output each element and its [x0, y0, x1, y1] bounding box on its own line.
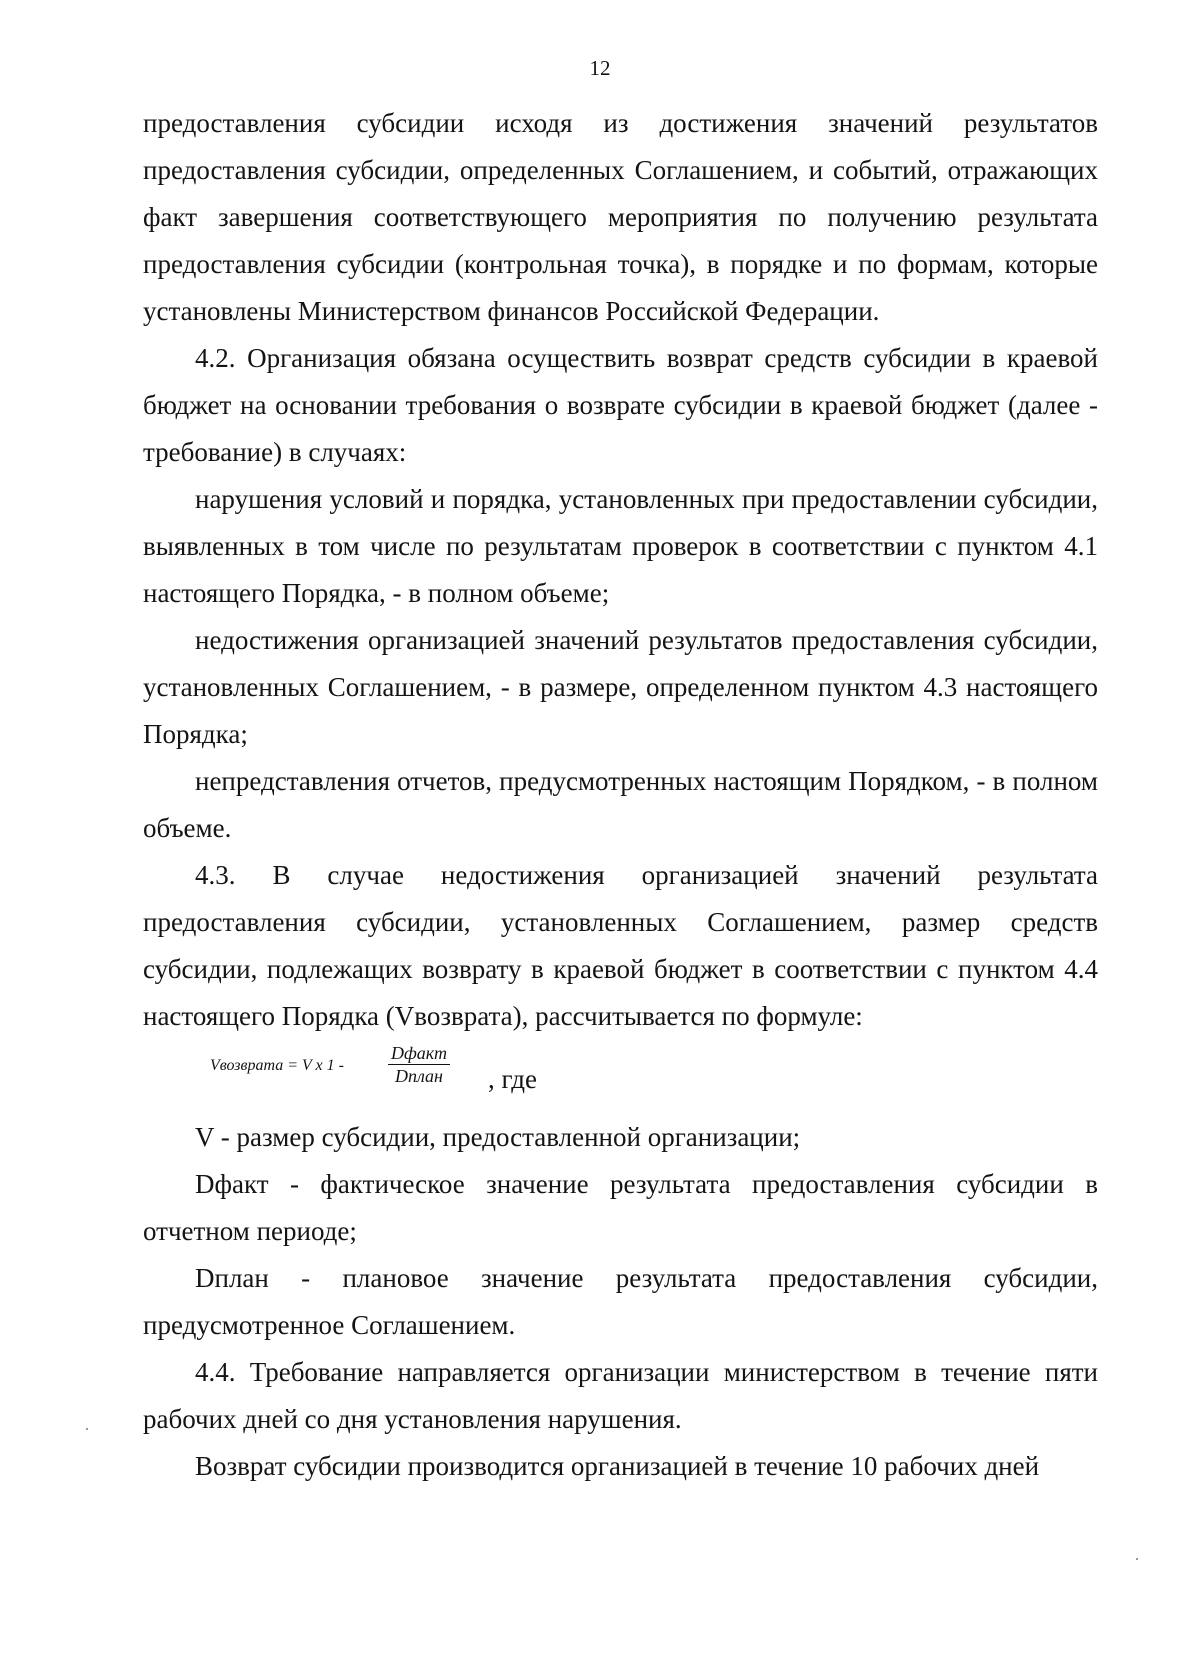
definition-v: V - размер субсидии, предоставленной организации; — [195, 1122, 801, 1152]
formula-fraction — [388, 1042, 450, 1087]
paragraph-underachievement-case: недостижения организацией значений результатов предоставления субсидии, установленных Соглашением, - в размере, определенном пунктом 4.3 настоящего Порядка; — [143, 625, 1098, 749]
paragraph-4-3: 4.3. В случае недостижения организацией значений результата предоставления субсидии, установленных Соглашением, размер средств субсидии, подлежащих возврату в краевой бюджет в соответствии с пунктом 4.4 настоящего Порядка (Vвозврата), рассчитывается по формуле: — [143, 860, 1098, 1031]
paragraph-4-2: 4.2. Организация обязана осуществить возврат средств субсидии в краевой бюджет на основании требования о возврате субсидии в краевой бюджет (далее - требование) в случаях: — [143, 343, 1098, 467]
definition-d-plan: Dплан - плановое значение результата предоставления субсидии, предусмотренное Соглашением. — [143, 1263, 1098, 1340]
refund-formula — [143, 1042, 1098, 1108]
paragraph-continuation: предоставления субсидии исходя из достижения значений результатов предоставления субсидии, определенных Соглашением, и событий, отражающих факт завершения соответствующего мероприятия по получению результата предоставления субсидии (контрольная точка), в порядке и по формам, которые установлены Министерством финансов Российской Федерации. — [143, 108, 1098, 326]
paragraph-violation-case: нарушения условий и порядка, установленных при предоставлении субсидии, выявленных в том числе по результатам проверок в соответствии с пунктом 4.1 настоящего Порядка, - в полном объеме; — [143, 484, 1098, 608]
formula-denominator: Dплан — [394, 1066, 443, 1086]
formula-suffix: , где — [488, 1064, 537, 1094]
scan-speck — [86, 1428, 88, 1430]
scan-speck — [1136, 1558, 1138, 1560]
paragraph-refund-term: Возврат субсидии производится организацией в течение 10 рабочих дней — [195, 1451, 1040, 1481]
page-number: 12 — [589, 56, 611, 80]
document-body — [143, 100, 1098, 1490]
formula-numerator: Dфакт — [388, 1042, 450, 1065]
formula-lhs: Vвозврата = V x 1 - — [210, 1057, 344, 1074]
paragraph-4-4: 4.4. Требование направляется организации министерством в течение пяти рабочих дней со дня установления нарушения. — [143, 1357, 1098, 1434]
paragraph-no-reports-case: непредставления отчетов, предусмотренных настоящим Порядком, - в полном объеме. — [143, 766, 1098, 843]
definition-d-fact: Dфакт - фактическое значение результата предоставления субсидии в отчетном периоде; — [143, 1169, 1098, 1246]
